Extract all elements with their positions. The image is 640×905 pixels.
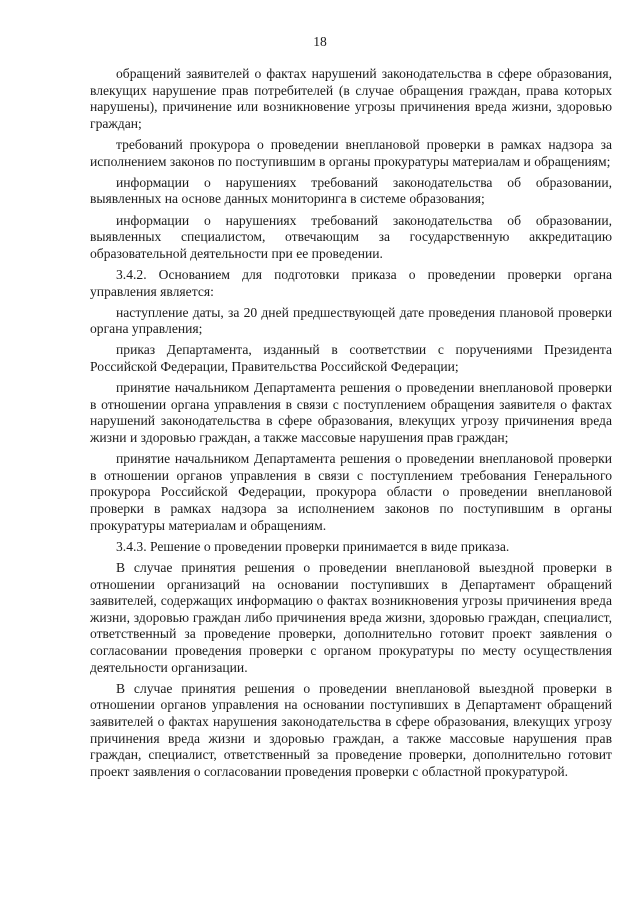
paragraph-authorities-inspection: В случае принятия решения о проведении внеплановой выездной проверки в отношении органов управления на основании поступивших в Департамент обращений заявителей о фактах нарушения законодательства в сфере образования, влекущих угрозу причинения вреда жизни и здоровью граждан, а также массовые нарушения прав граждан, специалист, ответственный за проведение проверки, дополнительно готовит проект заявления о согласовании проведения проверки с областной прокуратурой.: [90, 680, 612, 779]
paragraph-head-decision-prosecutor: принятие начальником Департамента решения о проведении внеплановой проверки в отношении органов управления в связи с поступлением требования Генерального прокурора Российской Федерации, прокурора области о проведении внеплановой проверки в рамках надзора за исполнением законов по поступившим в органы прокуратуры материалам и обращениям.: [90, 451, 612, 533]
paragraph-prosecutor-demands: требований прокурора о проведении внеплановой проверки в рамках надзора за исполнением законов по поступившим в органы прокуратуры материалам и обращениям;: [90, 136, 612, 169]
paragraph-organizations-inspection: В случае принятия решения о проведении внеплановой выездной проверки в отношении организаций на основании поступивших в Департамент обращений заявителей, содержащих информацию о фактах возникновения угрозы причинения вреда жизни, здоровью граждан либо причинения вреда жизни, здоровью граждан, специалист, ответственный за проведение проверки, дополнительно готовит проект заявления о согласовании проведения проверки с органом прокуратуры по месту осуществления деятельности организации.: [90, 559, 612, 675]
body-text: [90, 66, 612, 785]
paragraph-planned-date: наступление даты, за 20 дней предшествующей дате проведения плановой проверки органа управления;: [90, 304, 612, 337]
paragraph-section-3-4-2: 3.4.2. Основанием для подготовки приказа о проведении проверки органа управления является:: [90, 266, 612, 299]
paragraph-monitoring-info: информации о нарушениях требований законодательства об образовании, выявленных на основе данных мониторинга в системе образования;: [90, 174, 612, 207]
paragraph-complaints: обращений заявителей о фактах нарушений законодательства в сфере образования, влекущих нарушение прав потребителей (в случае обращения граждан, права которых нарушены), причинение или возникновение угрозы причинения вреда жизни, здоровью граждан;: [90, 66, 612, 131]
paragraph-department-order: приказ Департамента, изданный в соответствии с поручениями Президента Российской Федерации, Правительства Российской Федерации;: [90, 342, 612, 375]
paragraph-accreditation-info: информации о нарушениях требований законодательства об образовании, выявленных специалистом, отвечающим за государственную аккредитацию образовательной деятельности при ее проведении.: [90, 212, 612, 261]
paragraph-head-decision-complaint: принятие начальником Департамента решения о проведении внеплановой проверки в отношении органа управления в связи с поступлением обращения заявителя о фактах нарушений законодательства в сфере образования, влекущих угрозу причинения вреда жизни и здоровью граждан, а также массовые нарушения прав граждан;: [90, 380, 612, 446]
paragraph-section-3-4-3: 3.4.3. Решение о проведении проверки принимается в виде приказа.: [116, 538, 510, 554]
page-number: 18: [313, 34, 327, 49]
